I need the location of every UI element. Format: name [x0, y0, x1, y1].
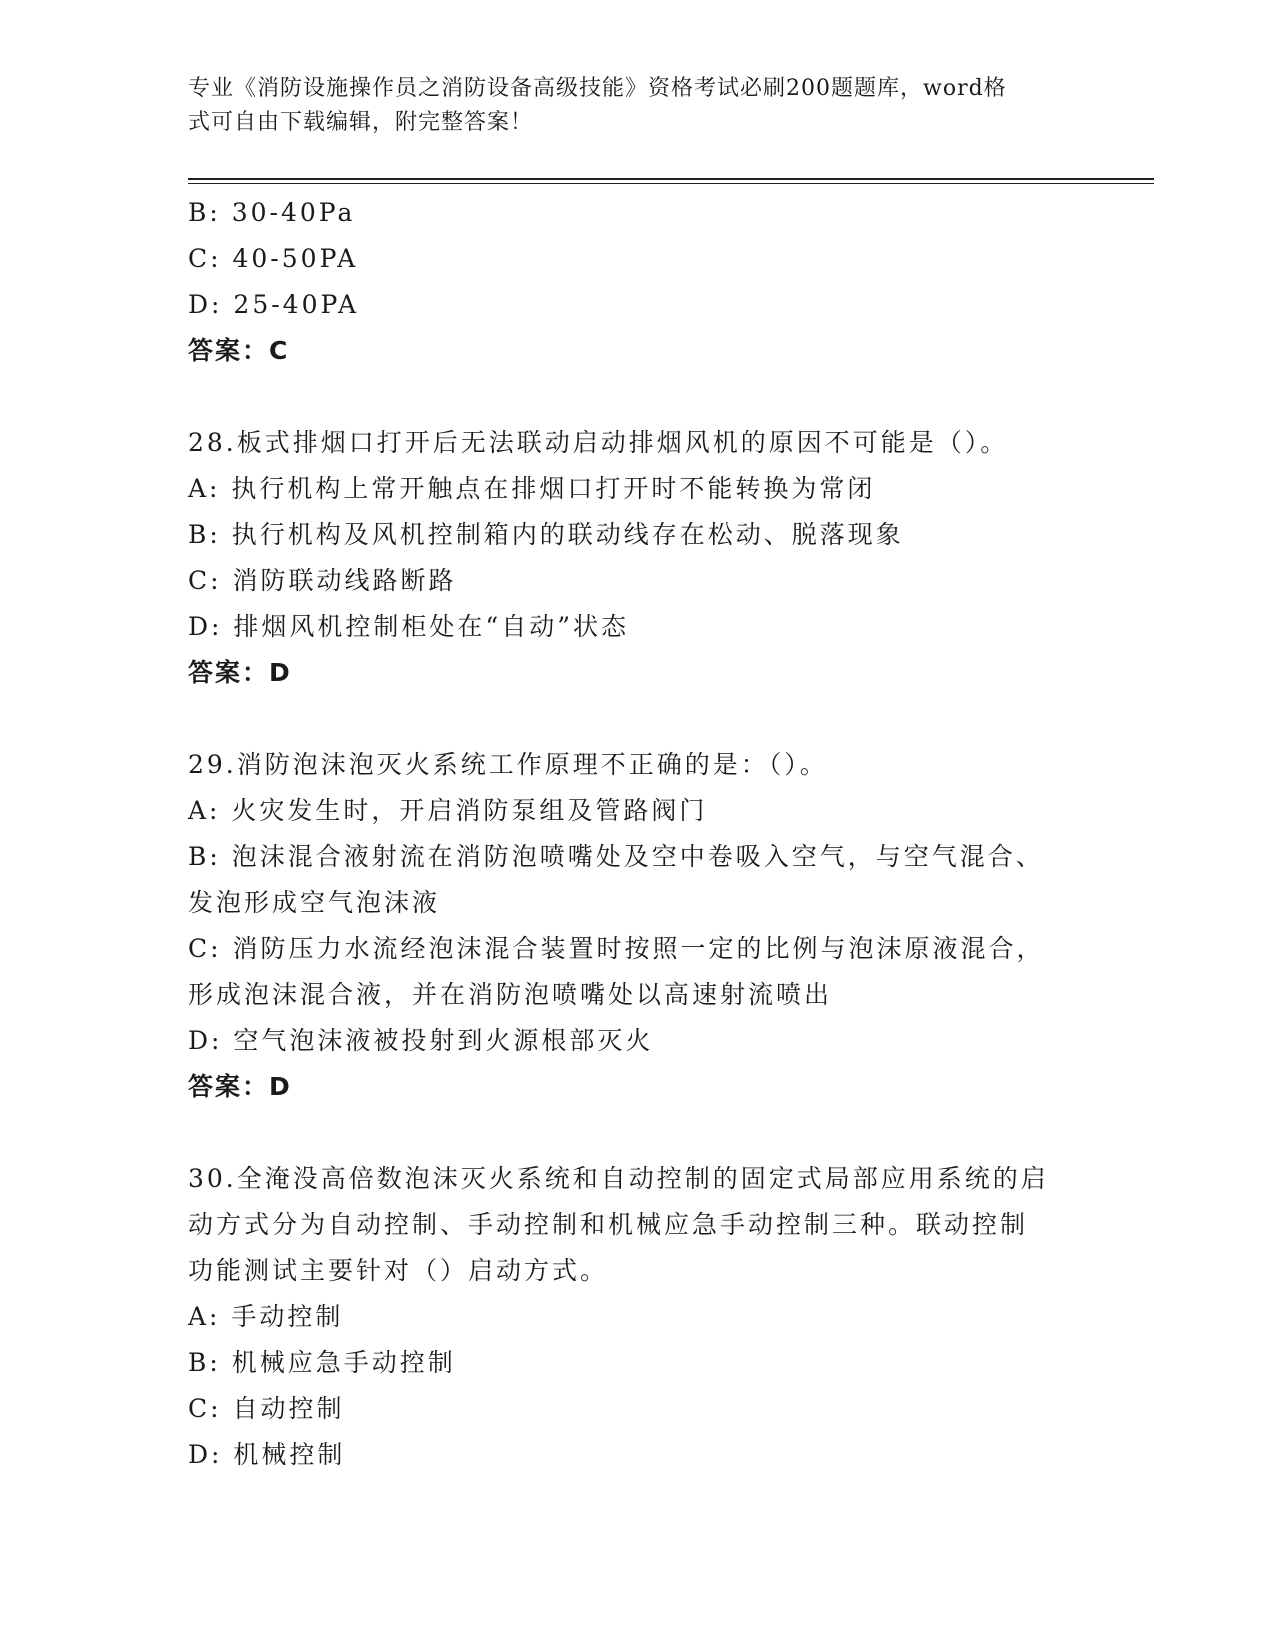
question-text: 28.板式排烟口打开后无法联动启动排烟风机的原因不可能是（）。 [188, 428, 1009, 457]
option-a: A: 手动控制 [188, 1302, 344, 1331]
option-c: C: 自动控制 [188, 1394, 345, 1423]
answer: 答案：C [188, 336, 290, 365]
header-line-1: 专业《消防设施操作员之消防设备高级技能》资格考试必刷200题题库，word格 [188, 76, 1007, 101]
question-27-tail [188, 190, 1088, 374]
header-divider-thin [188, 183, 1154, 184]
option-b-line-1: B: 泡沫混合液射流在消防泡喷嘴处及空中卷吸入空气，与空气混合、 [188, 842, 1044, 871]
answer: 答案：D [188, 658, 292, 687]
option-c: C: 消防联动线路断路 [188, 566, 457, 595]
option-d: D: 机械控制 [188, 1440, 346, 1469]
question-text-line-1: 30.全淹没高倍数泡沫灭火系统和自动控制的固定式局部应用系统的启 [188, 1164, 1049, 1193]
option-c-line-2: 形成泡沫混合液，并在消防泡喷嘴处以高速射流喷出 [188, 980, 833, 1009]
option-a: A: 执行机构上常开触点在排烟口打开时不能转换为常闭 [188, 474, 876, 503]
document-header [188, 72, 1068, 140]
option-a: A: 火灾发生时，开启消防泵组及管路阀门 [188, 796, 708, 825]
question-29 [188, 742, 1088, 1110]
option-c-line-1: C: 消防压力水流经泡沫混合装置时按照一定的比例与泡沫原液混合， [188, 934, 1045, 963]
option-b: B: 机械应急手动控制 [188, 1348, 456, 1377]
option-d: D: 25-40PA [188, 290, 360, 319]
question-text-line-2: 动方式分为自动控制、手动控制和机械应急手动控制三种。联动控制 [188, 1210, 1029, 1239]
question-text: 29.消防泡沫泡灭火系统工作原理不正确的是：（）。 [188, 750, 828, 779]
question-30 [188, 1156, 1088, 1478]
question-28 [188, 420, 1088, 696]
option-c: C: 40-50PA [188, 244, 359, 273]
option-d: D: 空气泡沫液被投射到火源根部灭火 [188, 1026, 654, 1055]
document-body [188, 190, 1088, 1478]
answer: 答案：D [188, 1072, 292, 1101]
question-text-line-3: 功能测试主要针对（）启动方式。 [188, 1256, 609, 1285]
option-d: D: 排烟风机控制柜处在“自动”状态 [188, 612, 629, 641]
option-b: B: 执行机构及风机控制箱内的联动线存在松动、脱落现象 [188, 520, 904, 549]
option-b: B: 30-40Pa [188, 198, 356, 227]
option-b-line-2: 发泡形成空气泡沫液 [188, 888, 441, 917]
header-divider-thick [188, 178, 1154, 180]
header-line-2: 式可自由下载编辑，附完整答案！ [188, 110, 534, 135]
